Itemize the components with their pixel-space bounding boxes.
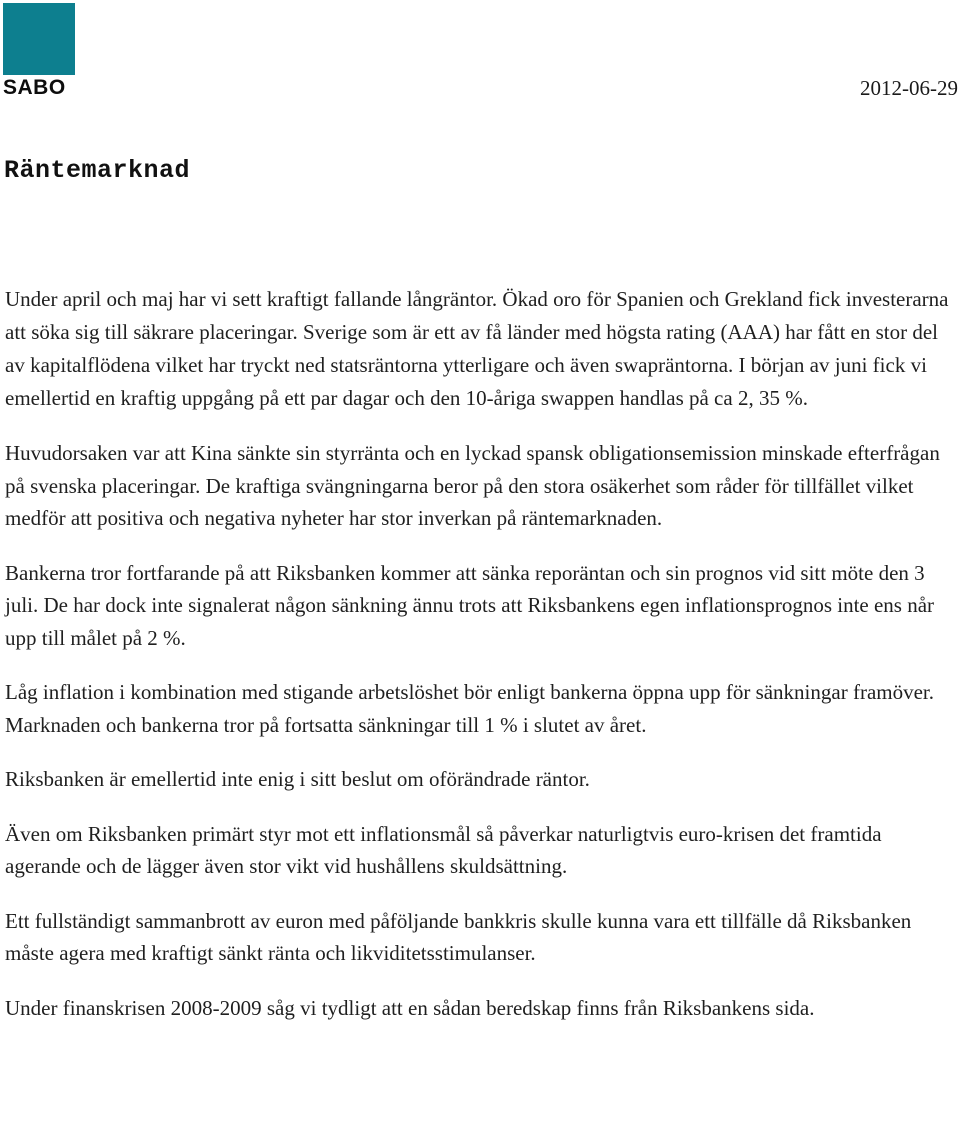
logo-square-mark (3, 3, 75, 75)
paragraph: Under finanskrisen 2008-2009 såg vi tydligt att en sådan beredskap finns från Riksbankens sida. (5, 995, 815, 1020)
logo-text: SABO (3, 76, 66, 99)
document-date: 2012-06-29 (860, 76, 958, 100)
document-body (5, 283, 955, 1024)
paragraph: Under april och maj har vi sett kraftigt fallande långräntor. Ökad oro för Spanien och Grekland fick investerarna att söka sig till säkrare placeringar. Sverige som är ett av få länder med högsta rating (AAA) har fått en stor del av kapitalflödena vilket har tryckt ned statsräntorna ytterligare och även swapräntorna. I början av juni fick vi emellertid en kraftig uppgång på ett par dagar och den 10-åriga swappen handlas på ca 2, 35 %. (5, 287, 949, 410)
paragraph: Ett fullständigt sammanbrott av euron med påföljande bankkris skulle kunna vara ett tillfälle då Riksbanken måste agera med kraftigt sänkt ränta och likviditetsstimulanser. (5, 908, 912, 965)
page-title: Räntemarknad (4, 156, 191, 185)
paragraph: Riksbanken är emellertid inte enig i sitt beslut om oförändrade räntor. (5, 767, 590, 791)
paragraph: Låg inflation i kombination med stigande arbetslöshet bör enligt bankerna öppna upp för sänkningar framöver. Marknaden och bankerna tror på fortsatta sänkningar till 1 % i slutet av året. (5, 680, 935, 737)
paragraph: Huvudorsaken var att Kina sänkte sin styrränta och en lyckad spansk obligationsemission minskade efterfrågan på svenska placeringar. De kraftiga svängningarna beror på den stora osäkerhet som råder för tillfället vilket medför att positiva och negativa nyheter har stor inverkan på räntemarknaden. (5, 441, 940, 530)
paragraph: Bankerna tror fortfarande på att Riksbanken kommer att sänka reporäntan och sin prognos vid sitt möte den 3 juli. De har dock inte signalerat någon sänkning ännu trots att Riksbankens egen inflationsprognos inte ens når upp till målet på 2 %. (5, 560, 935, 650)
paragraph: Även om Riksbanken primärt styr mot ett inflationsmål så påverkar naturligtvis euro-krisen det framtida agerande och de lägger även stor vikt vid hushållens skuldsättning. (5, 821, 882, 878)
sabo-logo (3, 3, 77, 99)
